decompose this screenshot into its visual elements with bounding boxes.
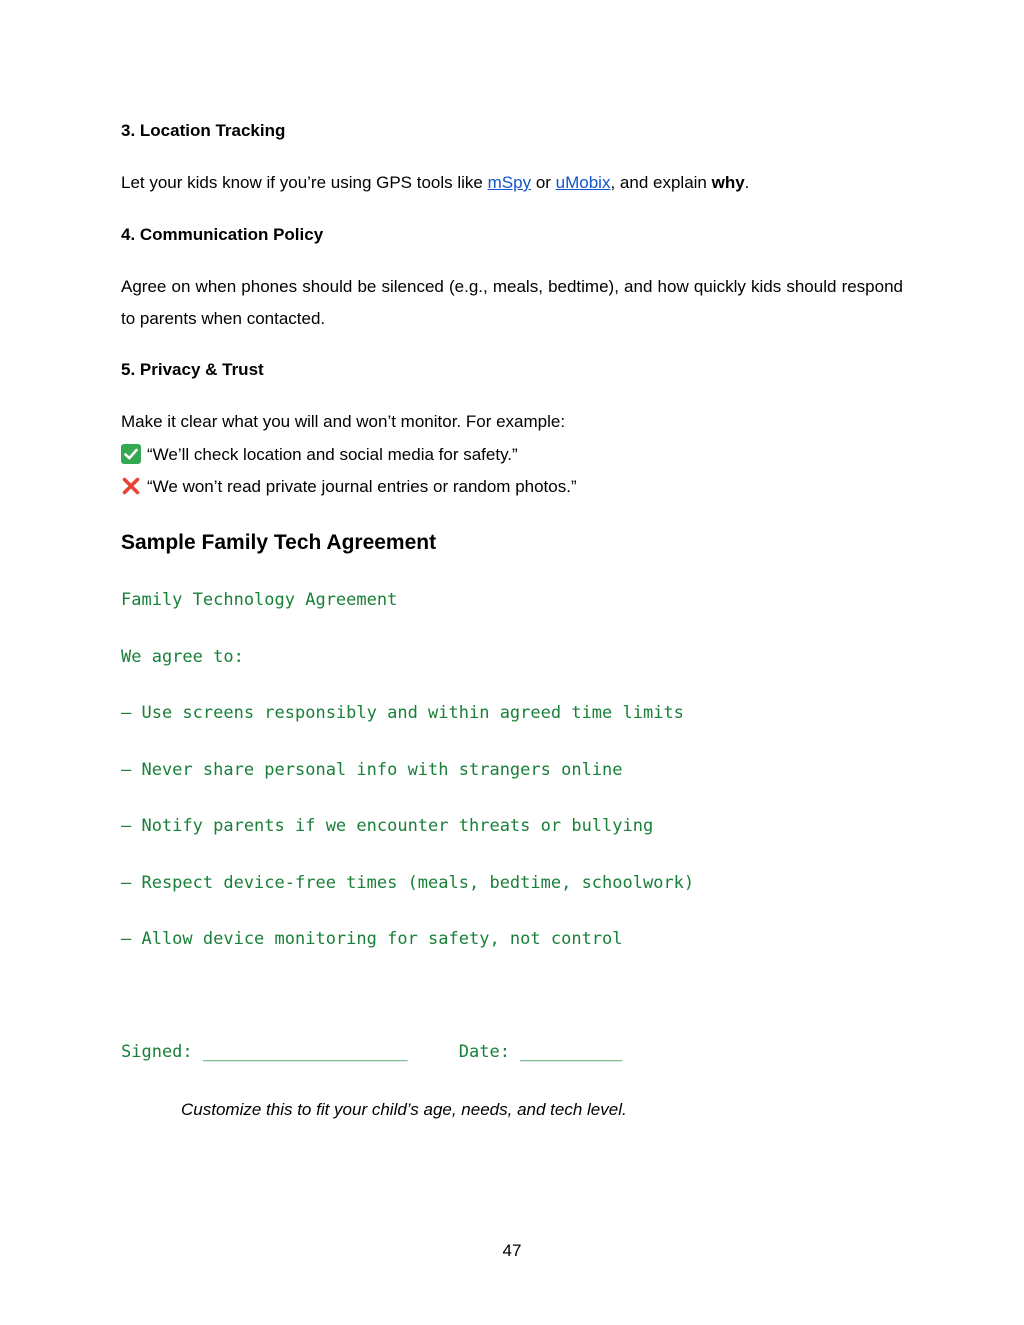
code-list-item: — Never share personal info with strangers online (121, 760, 623, 780)
signature-line: Signed: ____________________ Date: __________ (121, 1042, 623, 1062)
umobix-link[interactable]: uMobix (555, 173, 611, 192)
check-mark-icon (121, 444, 141, 464)
privacy-yes-text: “We’ll check location and social media for safety.” (147, 445, 518, 464)
code-intro: We agree to: (121, 647, 244, 667)
cross-mark-icon (121, 476, 141, 496)
privacy-yes-item (121, 444, 518, 465)
customize-note: Customize this to fit your child’s age, needs, and tech level. (181, 1100, 627, 1119)
section-heading-communication: 4. Communication Policy (121, 225, 324, 244)
mspy-link[interactable]: mSpy (487, 173, 532, 192)
privacy-no-item (121, 476, 577, 497)
location-end-period: . (744, 173, 750, 192)
code-list-item: — Use screens responsibly and within agreed time limits (121, 703, 684, 723)
privacy-intro: Make it clear what you will and won’t monitor. For example: (121, 412, 566, 431)
code-list-item: — Allow device monitoring for safety, not control (121, 929, 623, 949)
location-text-between: or (531, 173, 556, 192)
location-bold-why: why (711, 173, 745, 192)
page-number: 47 (502, 1241, 522, 1260)
location-text-after: , and explain (610, 173, 712, 192)
location-paragraph (121, 173, 749, 193)
communication-paragraph: Agree on when phones should be silenced (e.g., meals, bedtime), and how quickly kids should respond to parents when contacted. (121, 277, 903, 328)
section-heading-location: 3. Location Tracking (121, 121, 286, 140)
location-text-before: Let your kids know if you’re using GPS tools like (121, 173, 488, 192)
privacy-no-text: “We won’t read private journal entries or random photos.” (147, 477, 577, 496)
code-title: Family Technology Agreement (121, 590, 398, 610)
code-list-item: — Notify parents if we encounter threats or bullying (121, 816, 654, 836)
sample-agreement-heading: Sample Family Tech Agreement (121, 531, 437, 554)
code-list-item: — Respect device-free times (meals, bedtime, schoolwork) (121, 873, 695, 893)
section-heading-privacy: 5. Privacy & Trust (121, 360, 264, 379)
